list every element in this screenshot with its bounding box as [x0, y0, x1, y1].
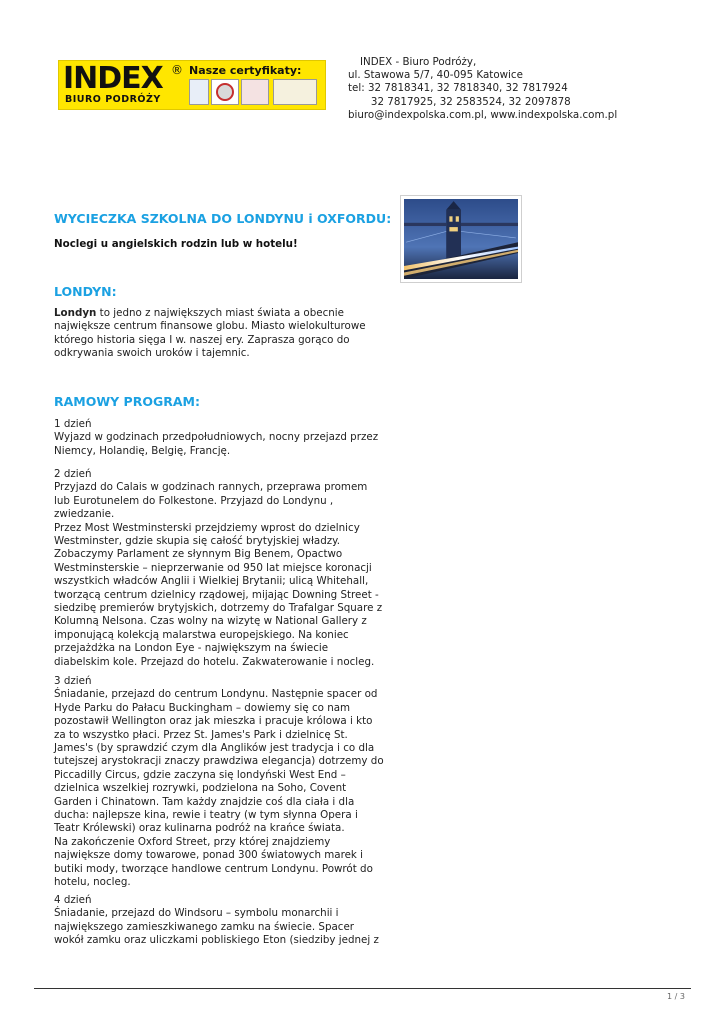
london-description [54, 307, 394, 361]
day-label: 2 dzień [54, 468, 92, 480]
page-subtitle: Noclegi u angielskich rodzin lub w hotelu! [54, 238, 298, 250]
day-line: wszystkich władców Anglii i Wielkiej Brytanii; ulicą Whitehall, [54, 575, 369, 588]
day-line: siedzibę premierów brytyjskich, dotrzemy do Trafalgar Square z [54, 602, 383, 615]
day-line: lub Eurotunelem do Folkestone. Przyjazd do Londynu , [54, 494, 334, 507]
day-line: największe domy towarowe, ponad 300 światowych marek i [54, 849, 364, 862]
day-label: 4 dzień [54, 894, 92, 906]
day-line: Przyjazd do Calais w godzinach rannych, przeprawa promem [54, 481, 368, 494]
company-line: ul. Stawowa 5/7, 40-095 Katowice [348, 69, 523, 82]
day-line: największego zamieszkiwanego zamku na świecie. Spacer [54, 920, 355, 933]
day-line: Wyjazd w godzinach przedpołudniowych, nocny przejazd przez [54, 431, 379, 444]
company-email-web[interactable]: biuro@indexpolska.com.pl, www.indexpolska.com.pl [348, 108, 618, 121]
day-line: Hyde Parku do Pałacu Buckingham – dowiemy się co nam [54, 701, 351, 714]
day-line: zwiedzanie. [54, 508, 115, 521]
page-title: WYCIECZKA SZKOLNA DO LONDYNU i OXFORDU: [54, 211, 392, 226]
london-line: odkrywania swoich uroków i tajemnic. [54, 347, 250, 360]
day-line: Zobaczymy Parlament ze słynnym Big Benem, Opactwo [54, 548, 343, 561]
day-line: hotelu, nocleg. [54, 876, 131, 889]
company-line: tel: 32 7818341, 32 7818340, 32 7817924 [348, 82, 568, 95]
day-label: 3 dzień [54, 675, 92, 687]
day-line: Teatr Królewski) oraz kulinarna podróż na krańce świata. [54, 822, 345, 835]
day-line: przejażdżka na London Eye - największym na świecie [54, 642, 329, 655]
london-line: Londyn to jedno z największych miast świata a obecnie [54, 307, 344, 319]
day-line: James's (by sprawdzić czym dla Anglików jest tradycja i co dla [54, 742, 375, 755]
day-line: za to wszystko płaci. Przez St. James's Park i dzielnicę St. [54, 728, 348, 741]
day-line: Garden i Chinatown. Tam każdy znajdzie coś dla ciała i dla [54, 795, 355, 808]
day-line: diabelskim kole. Przejazd do hotelu. Zakwaterowanie i nocleg. [54, 655, 375, 668]
day-line: tworzącą centrum dzielnicy rządowej, mijając Downing Street - [54, 588, 379, 601]
day-line: Westminster, gdzie skupia się całość brytyjskiej władzy. [54, 535, 341, 548]
day-line: Na zakończenie Oxford Street, przy której znajdziemy [54, 835, 331, 848]
london-lead: Londyn [54, 307, 97, 319]
day-line: ducha: najlepsze kina, rewie i teatry (w tym słynna Opera i [54, 809, 358, 822]
program-day-4 [54, 894, 394, 948]
certificate-badge-3 [241, 79, 269, 105]
day-line: Piccadilly Circus, gdzie zaczyna się londyński West End – [54, 768, 346, 781]
company-contact [348, 56, 617, 122]
section-heading-program: RAMOWY PROGRAM: [54, 394, 200, 409]
day-label: 1 dzień [54, 418, 92, 430]
section-heading-london: LONDYN: [54, 284, 117, 299]
tower-bridge-photo [400, 195, 522, 283]
program-day-2 [54, 468, 394, 669]
day-line: butiki mody, tworzące handlowe centrum Londynu. Powrót do [54, 862, 373, 875]
page-number: 1 / 3 [667, 992, 685, 1001]
program-day-1 [54, 418, 394, 458]
day-line: dzielnica wszelkiej rozrywki, podzielona na Soho, Covent [54, 782, 347, 795]
day-line: tutejszej arystokracji znaczy prawdziwa elegancja) dotrzemy do [54, 755, 384, 768]
day-line: Śniadanie, przejazd do centrum Londynu. Następnie spacer od [54, 688, 378, 701]
company-logo [58, 60, 326, 110]
company-line: 32 7817925, 32 2583524, 32 2097878 [348, 95, 571, 108]
certificates-label: Nasze certyfikaty: [189, 64, 302, 77]
program-day-3 [54, 675, 394, 890]
day-line: Przez Most Westminsterski przejdziemy wprost do dzielnicy [54, 521, 360, 534]
day-line: Śniadanie, przejazd do Windsoru – symbolu monarchii i [54, 907, 339, 920]
company-line: INDEX - Biuro Podróży, [360, 56, 477, 68]
logo-brand: INDEX [63, 61, 163, 96]
day-line: imponującą kolekcją malarstwa europejskiego. Na koniec [54, 628, 349, 641]
london-line: największe centrum finansowe globu. Miasto wielokulturowe [54, 320, 366, 333]
certificate-badge-pit [211, 79, 239, 105]
day-line: Niemcy, Holandię, Belgię, Francję. [54, 444, 231, 457]
logo-registered-mark: ® [171, 63, 183, 77]
day-line: wokół zamku oraz uliczkami pobliskiego Eton (siedziby jednej z [54, 934, 379, 947]
certificate-badge-4 [273, 79, 317, 105]
footer-divider [34, 988, 691, 989]
day-line: Kolumną Nelsona. Czas wolny na wizytę w National Gallery z [54, 615, 367, 628]
day-line: Westminsterskie – nieprzerwanie od 950 lat miejsce koronacji [54, 561, 372, 574]
certificate-badge-1 [189, 79, 209, 105]
london-line: którego historia sięga I w. naszej ery. Zaprasza gorąco do [54, 333, 350, 346]
pit-seal-icon [216, 83, 234, 101]
logo-subtitle: BIURO PODRÓŻY [65, 94, 161, 105]
day-line: pozostawił Wellington oraz jak mieszka i pracuje królowa i kto [54, 715, 373, 728]
tower-bridge-image [404, 199, 518, 279]
